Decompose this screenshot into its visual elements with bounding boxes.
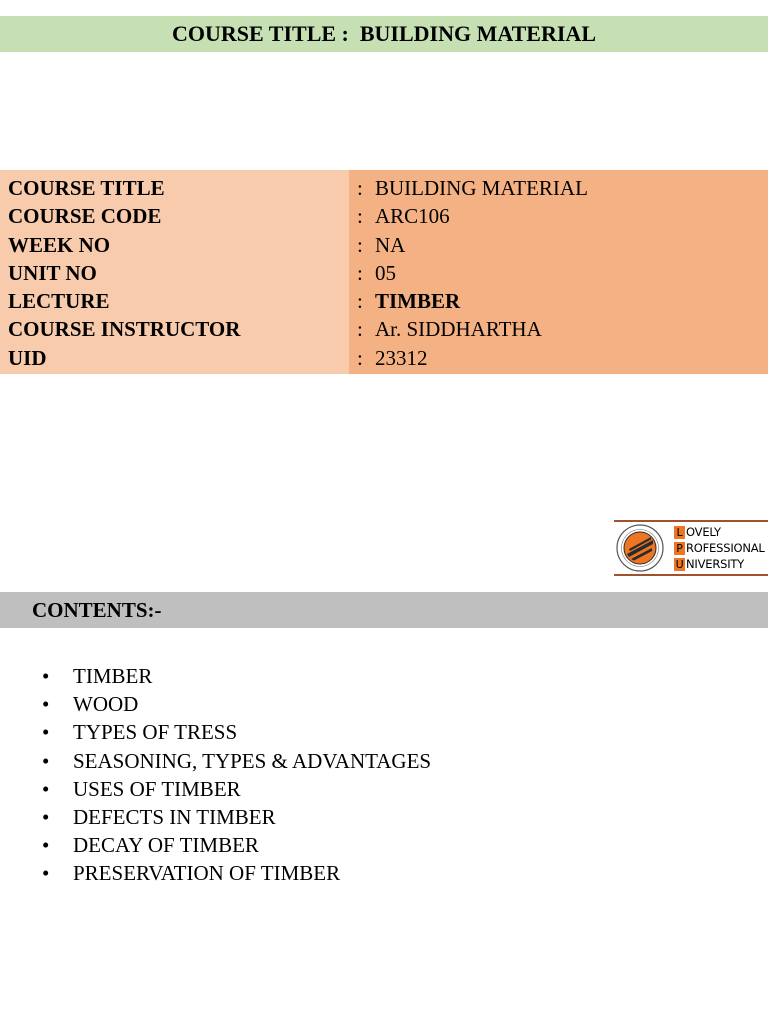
- info-colon: :: [357, 345, 363, 370]
- bullet-icon: •: [42, 748, 50, 773]
- list-item-text: TIMBER: [73, 664, 153, 688]
- info-row-week-no: [357, 231, 768, 259]
- info-row-uid: [357, 344, 768, 372]
- logo-wordmark: [674, 524, 765, 572]
- info-colon: :: [357, 176, 363, 200]
- list-item-text: DEFECTS IN TIMBER: [73, 804, 276, 829]
- info-label-course-instructor: COURSE INSTRUCTOR: [8, 317, 241, 342]
- logo-word-lovely: OVELY: [686, 525, 721, 539]
- logo-initial-u: U: [675, 557, 684, 571]
- bullet-icon: •: [42, 833, 50, 858]
- info-colon: :: [357, 317, 363, 342]
- info-row-course-code: [357, 202, 768, 230]
- info-row-unit-no: [357, 259, 768, 287]
- list-item: [42, 859, 431, 887]
- contents-heading: CONTENTS:-: [32, 597, 162, 622]
- info-value-uid: 23312: [375, 345, 428, 370]
- bullet-icon: •: [42, 664, 50, 688]
- list-item: [42, 775, 431, 803]
- logo-line-lovely: [674, 524, 765, 540]
- list-item-text: USES OF TIMBER: [73, 776, 241, 801]
- info-value-course-code: ARC106: [375, 204, 450, 229]
- list-item-text: PRESERVATION OF TIMBER: [73, 861, 341, 886]
- list-item: [42, 803, 431, 831]
- bullet-icon: •: [42, 804, 50, 829]
- bullet-icon: •: [42, 720, 50, 745]
- info-colon: :: [357, 204, 363, 229]
- list-item: [42, 747, 431, 775]
- info-label-uid: UID: [8, 345, 47, 370]
- info-value-unit-no: 05: [375, 260, 396, 285]
- logo-line-professional: [674, 540, 765, 556]
- info-label-unit-no: UNIT NO: [8, 260, 97, 285]
- logo-initial-p: P: [674, 542, 685, 555]
- list-item: [42, 831, 431, 859]
- course-title-banner: [0, 16, 768, 52]
- logo-initial-l: L: [674, 526, 685, 539]
- info-colon: :: [357, 260, 363, 285]
- bullet-icon: •: [42, 776, 50, 801]
- contents-heading-bar: [0, 592, 768, 628]
- info-label-course-code: COURSE CODE: [8, 204, 162, 229]
- course-info-labels: [0, 170, 349, 374]
- info-label-lecture: LECTURE: [8, 289, 110, 314]
- list-item: [42, 690, 431, 718]
- info-colon: :: [357, 289, 363, 314]
- info-value-week-no: NA: [375, 232, 406, 257]
- logo-line-university: [674, 556, 765, 572]
- course-info-values: [349, 170, 768, 374]
- info-row-lecture: [357, 287, 768, 315]
- list-item-text: DECAY OF TIMBER: [73, 833, 259, 858]
- logo-word-professional: ROFESSIONAL: [686, 541, 765, 555]
- info-label-week-no: WEEK NO: [8, 232, 111, 257]
- info-label-course-title: COURSE TITLE: [8, 176, 165, 200]
- info-value-course-instructor: Ar. SIDDHARTHA: [375, 317, 542, 342]
- info-value-course-title: BUILDING MATERIAL: [375, 176, 588, 200]
- logo-word-university: NIVERSITY: [686, 557, 745, 571]
- info-colon: :: [357, 232, 363, 257]
- list-item-text: WOOD: [73, 692, 139, 717]
- bullet-icon: •: [42, 861, 50, 886]
- list-item-text: SEASONING, TYPES & ADVANTAGES: [73, 748, 432, 773]
- course-title-text: COURSE TITLE : BUILDING MATERIAL: [172, 21, 596, 46]
- lpu-seal-icon: [616, 524, 664, 572]
- list-item: [42, 662, 431, 690]
- list-item: [42, 718, 431, 746]
- info-value-lecture: TIMBER: [375, 289, 461, 314]
- contents-list: [42, 662, 431, 888]
- list-item-text: TYPES OF TRESS: [73, 720, 238, 745]
- info-row-course-title: [357, 174, 768, 202]
- bullet-icon: •: [42, 692, 50, 717]
- university-logo: [614, 520, 768, 576]
- course-info-table: [0, 170, 768, 374]
- info-row-course-instructor: [357, 315, 768, 343]
